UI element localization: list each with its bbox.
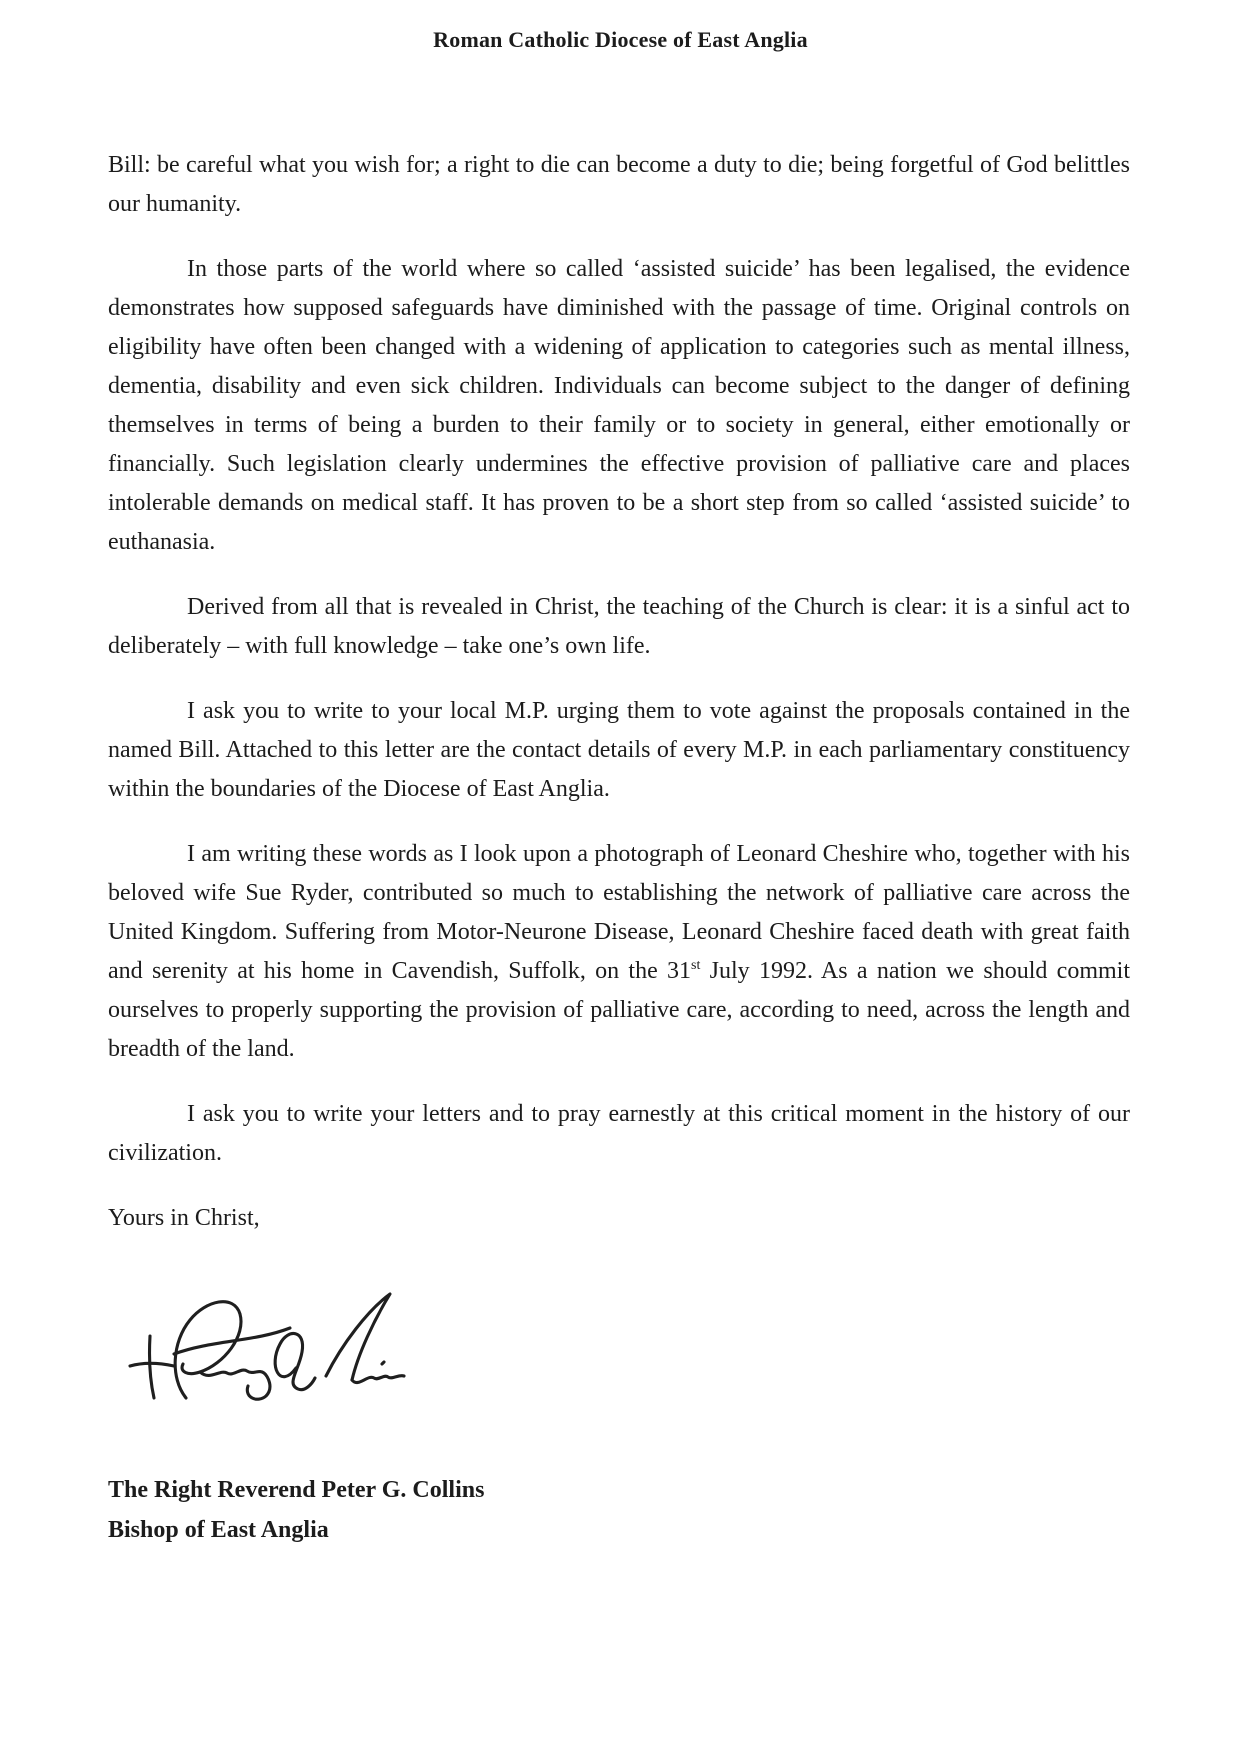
signoff-title: Bishop of East Anglia	[108, 1517, 329, 1543]
signature-stroke	[352, 1376, 404, 1383]
signature-stroke	[174, 1328, 290, 1354]
paragraph-pray-earnestly: I ask you to write your letters and to pray earnestly at this critical moment in the history of our civilization.	[108, 1101, 1130, 1166]
signoff-name: The Right Reverend Peter G. Collins	[108, 1477, 485, 1503]
signoff-block	[108, 1470, 1130, 1550]
signature-stroke	[200, 1370, 270, 1399]
signature-image	[116, 1282, 416, 1424]
letter-body	[108, 146, 1130, 1550]
closing-salutation: Yours in Christ,	[108, 1205, 260, 1231]
document-header-title: Roman Catholic Diocese of East Anglia	[433, 27, 808, 52]
paragraph-legalised-evidence: In those parts of the world where so called ‘assisted suicide’ has been legalised, the evidence demonstrates how supposed safeguards have diminished with the passage of time. Original controls on eligibility have often been changed with a widening of application to categories such as mental illness, dementia, disability and even sick children. Individuals can become subject to the danger of defining themselves in terms of being a burden to their family or to society in general, either emotionally or financially. Such legislation clearly undermines the effective provision of palliative care and places intolerable demands on medical staff. It has proven to be a short step from so called ‘assisted suicide’ to euthanasia.	[108, 256, 1130, 555]
paragraph-write-to-mp: I ask you to write to your local M.P. urging them to vote against the proposals contained in the named Bill. Attached to this letter are the contact details of every M.P. in each parliamentary constituency within the boundaries of the Diocese of East Anglia.	[108, 698, 1130, 802]
paragraph-church-teaching: Derived from all that is revealed in Christ, the teaching of the Church is clear: it is a sinful act to deliberately – with full knowledge – take one’s own life.	[108, 594, 1130, 659]
paragraph-bill-warning: Bill: be careful what you wish for; a right to die can become a duty to die; being forgetful of God belittles our humanity.	[108, 152, 1130, 217]
superscript-ordinal: st	[691, 958, 701, 973]
paragraph-leonard-cheshire	[108, 835, 1130, 1069]
paragraph-leonard-cheshire-part1: I am writing these words as I look upon a photograph of Leonard Cheshire who, together with his beloved wife Sue Ryder, contributed so much to establishing the network of palliative care across the United Kingdom. Suffering from Motor-Neurone Disease, Leonard Cheshire faced death with great faith and serenity at his home in Cavendish, Suffolk, on the 31	[108, 841, 1130, 984]
signature-stroke	[130, 1363, 174, 1366]
signature-stroke	[275, 1334, 315, 1390]
signature-stroke	[149, 1336, 154, 1398]
signature-stroke	[382, 1362, 384, 1364]
signature-stroke	[326, 1294, 390, 1380]
signature-block	[108, 1282, 1130, 1424]
paragraph-leonard-cheshire-part2: July 1992. As a nation we should commit ourselves to properly supporting the provision of palliative care, according to need, across the length and breadth of the land.	[108, 958, 1130, 1062]
